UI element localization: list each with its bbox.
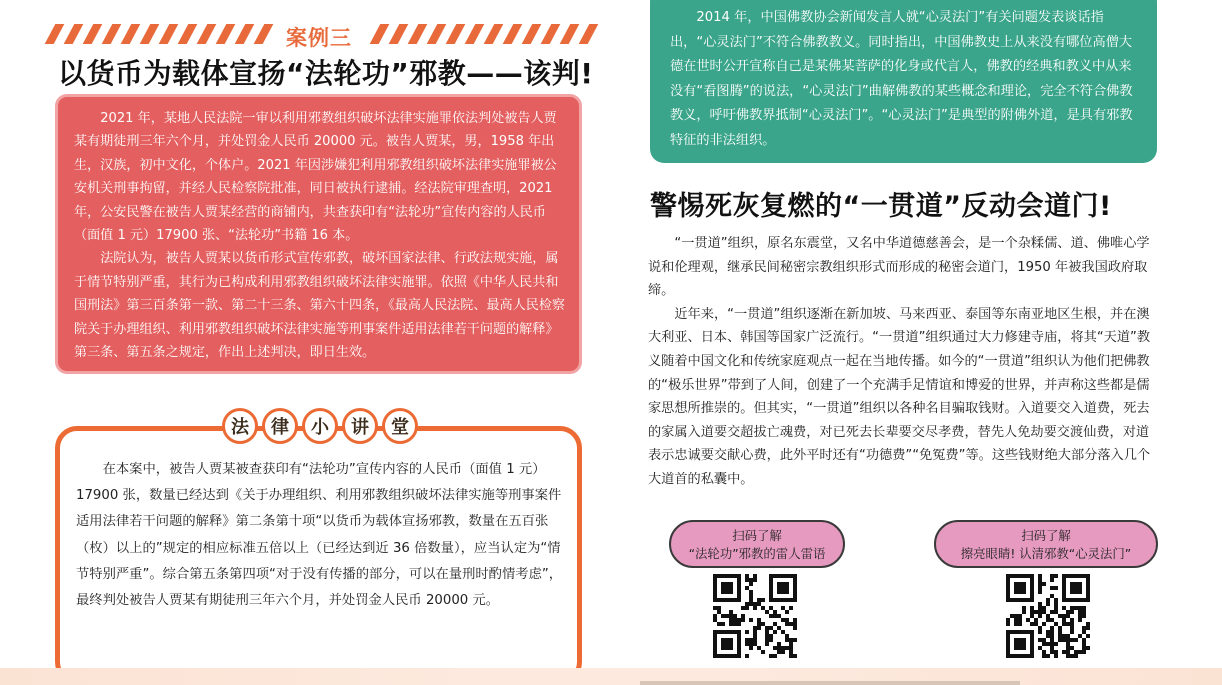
law-talk-box [55, 426, 582, 684]
stripe [140, 24, 160, 44]
stripe [102, 24, 122, 44]
stripe [522, 24, 542, 44]
stripe [446, 24, 466, 44]
yiguandao-paragraph: “一贯道”组织，原名东震堂，又名中华道德慈善会，是一个杂糅儒、道、佛唯心学说和伦理观，继承民间秘密宗教组织形式而形成的秘密会道门，1950 年被我国政府取缔。 [648, 236, 1150, 299]
yiguandao-body [648, 232, 1160, 492]
stripe [45, 24, 65, 44]
bottom-decor-strip [0, 668, 1222, 685]
heading-badge: 讲 [342, 408, 378, 444]
stripe [254, 24, 274, 44]
stripe [484, 24, 504, 44]
stripe [159, 24, 179, 44]
law-talk-heading [222, 408, 418, 444]
qr-caption-line1: 扫码了解 [1021, 528, 1071, 543]
stripe [579, 24, 599, 44]
qr-code-icon[interactable] [1006, 574, 1090, 658]
heading-badge: 律 [262, 408, 298, 444]
xinling-paragraph: 2014 年，中国佛教协会新闻发言人就“心灵法门”有关问题发表谈话指出，“心灵法门”不符合佛教教义。同时指出，中国佛教史上从来没有哪位高僧大德在世时公开宣称自己是某佛某菩萨的化身或代言人，佛教的经典和教义中从来没有“看图腾”的说法，“心灵法门”曲解佛教的某些概念和理论，完全不符合佛教教义，呼吁佛教界抵制“心灵法门”。“心灵法门”是典型的附佛外道，是具有邪教特征的非法组织。 [670, 10, 1133, 148]
qr-caption-line1: 扫码了解 [732, 528, 782, 543]
case-label: 案例三 [286, 26, 352, 50]
decorative-stripes-right [375, 24, 605, 44]
stripe [465, 24, 485, 44]
qr-caption-line2: 擦亮眼睛! 认清邪教“心灵法门” [960, 546, 1132, 561]
heading-badge: 法 [222, 408, 258, 444]
stripe [83, 24, 103, 44]
heading-badge: 小 [302, 408, 338, 444]
stripe [408, 24, 428, 44]
stripe [216, 24, 236, 44]
stripe [121, 24, 141, 44]
decorative-stripes-left [50, 24, 280, 44]
bottom-edge [640, 681, 1020, 685]
qr-caption-falungong [669, 520, 845, 568]
stripe [503, 24, 523, 44]
qr-code-icon[interactable] [713, 574, 797, 658]
stripe [370, 24, 390, 44]
case-paragraph: 法院认为，被告人贾某以货币形式宣传邪教，破坏国家法律、行政法规实施，属于情节特别严重，其行为已构成利用邪教组织破坏法律实施罪。依照《中华人民共和国刑法》第三百条第一款、第二十三条、第六十四条，《最高人民法院、最高人民检察院关于办理组织、利用邪教组织破坏法律实施等刑事案件适用法律若干问题的解释》第三条、第五条之规定，作出上述判决，即日生效。 [74, 251, 566, 361]
stripe [197, 24, 217, 44]
stripe [541, 24, 561, 44]
case-summary-box [55, 94, 582, 374]
stripe [64, 24, 84, 44]
law-talk-paragraph: 在本案中，被告人贾某被查获印有“法轮功”宣传内容的人民币（面值 1 元）17900 张，数量已经达到《关于办理组织、利用邪教组织破坏法律实施等刑事案件适用法律若干问题的解释》第二条第十项“以货币为载体宣扬邪教，数量在五百张（枚）以上的”规定的相应标准五倍以上（已经达到近 36 倍数量），应当认定为“情节特别严重”。综合第五条第四项“对于没有传播的部分，可以在量刑时酌情考虑”，最终判处被告人贾某有期徒刑三年六个月，并处罚金人民币 20000 元。 [76, 462, 563, 609]
heading-badge: 堂 [382, 408, 418, 444]
yiguandao-title: 警惕死灰复燃的“一贯道”反动会道门! [650, 191, 1112, 222]
stripe [389, 24, 409, 44]
xinling-statement-box [650, 0, 1157, 163]
stripe [427, 24, 447, 44]
stripe [178, 24, 198, 44]
qr-caption-xinling [934, 520, 1158, 568]
case-title: 以货币为载体宣扬“法轮功”邪教——该判! [58, 57, 594, 90]
stripe [560, 24, 580, 44]
stripe [235, 24, 255, 44]
yiguandao-paragraph: 近年来，“一贯道”组织逐渐在新加坡、马来西亚、泰国等东南亚地区生根，并在澳大利亚、日本、韩国等国家广泛流行。“一贯道”组织通过大力修建寺庙，将其“天道”教义随着中国文化和传统家庭观点一起在当地传播。如今的“一贯道”组织认为他们把佛教的“极乐世界”带到了人间，创建了一个充满手足情谊和博爱的世界，并声称这些都是儒家思想所推崇的。但其实，“一贯道”组织以各种名目骗取钱财。入道要交入道费，死去的家属入道要交超拔亡魂费，对已死去长辈要交尽孝费，替先人免劫要交渡仙费，对道表示忠诚要交献心费，此外平时还有“功德费”“免冤费”等。这些钱财绝大部分落入几个大道首的私囊中。 [648, 306, 1151, 487]
case-paragraph: 2021 年，某地人民法院一审以利用邪教组织破坏法律实施罪依法判处被告人贾某有期徒刑三年六个月，并处罚金人民币 20000 元。被告人贾某，男，1958 年出生，汉族，初中文化，个体户。2021 年因涉嫌犯利用邪教组织破坏法律实施罪被公安机关刑事拘留，并经人民检察院批准，同日被执行逮捕。经法院审理查明，2021 年，公安民警在被告人贾某经营的商铺内，共查获印有“法轮功”宣传内容的人民币（面值 1 元）17900 张、“法轮功”书籍 16 本。 [74, 111, 557, 244]
qr-caption-line2: “法轮功”邪教的雷人雷语 [688, 546, 826, 561]
